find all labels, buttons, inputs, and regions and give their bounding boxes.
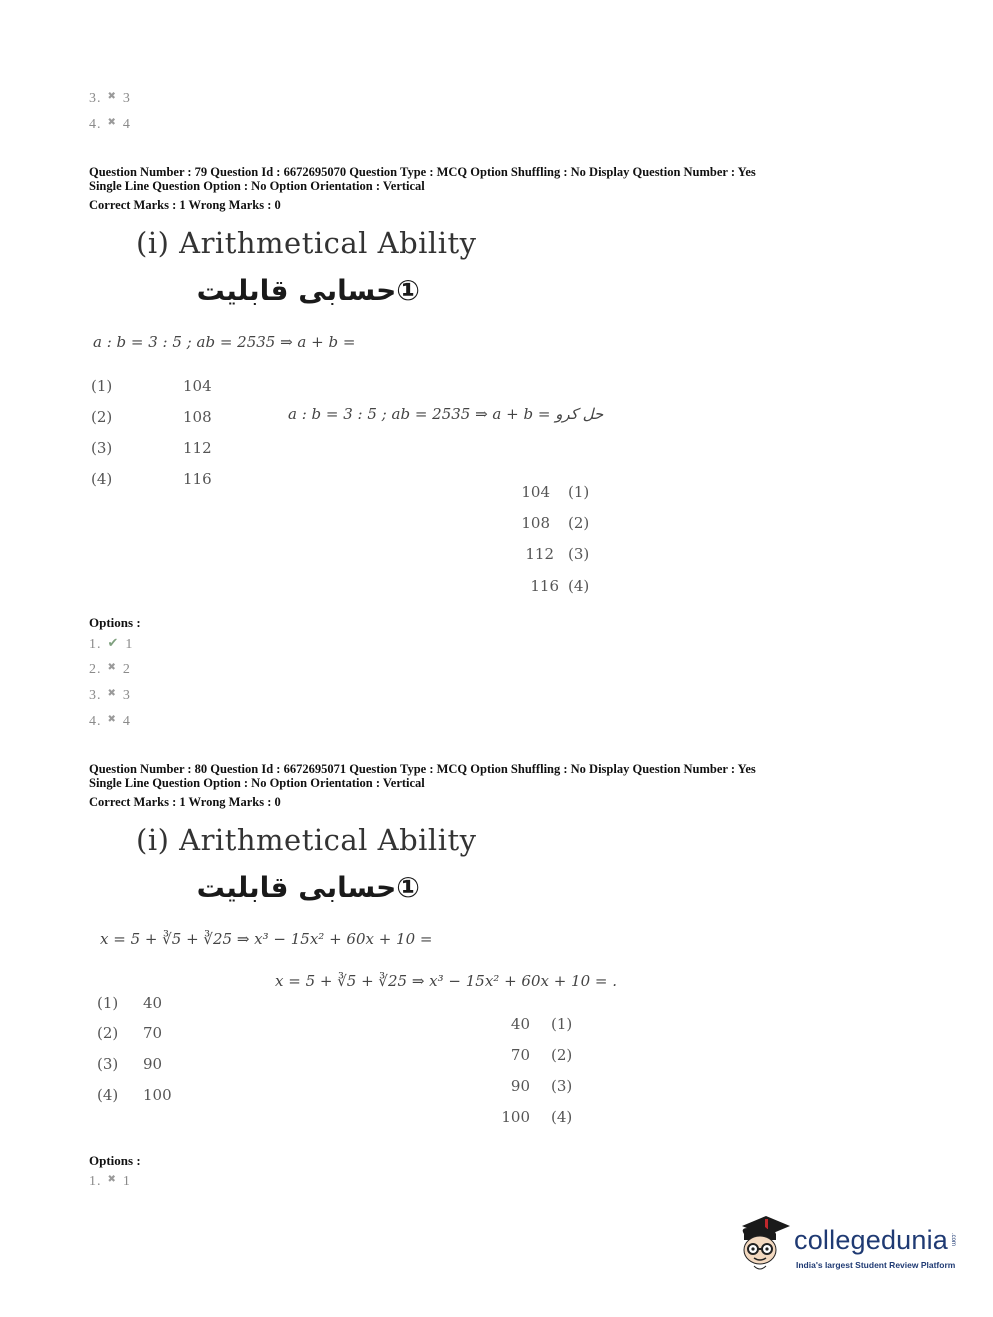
q80-choice-num: (3) — [97, 1055, 119, 1073]
q80-ur-choice-num: (3) — [551, 1077, 573, 1095]
q79-ur-choice-num: (4) — [568, 577, 590, 595]
q80-choice-val: 70 — [143, 1024, 163, 1042]
q80-options-label: Options : — [89, 1153, 141, 1168]
collegedunia-mascot-icon — [734, 1210, 794, 1276]
cross-icon: ✖ — [107, 1174, 117, 1185]
q80-ur-choice-val: 100 — [501, 1108, 530, 1126]
q79-meta-line3: Correct Marks : 1 Wrong Marks : 0 — [89, 198, 281, 212]
q79-ur-choice-num: (2) — [568, 514, 590, 532]
q79-ur-choice-num: (1) — [568, 483, 590, 501]
q79-option-1: 1. ✔ 1 — [89, 635, 134, 652]
q79-choice-num: (2) — [91, 408, 113, 426]
q80-ur-choice-val: 90 — [510, 1077, 530, 1095]
q80-choice-val: 100 — [143, 1086, 172, 1104]
q79-ur-choice-val: 112 — [525, 545, 554, 563]
q80-choice-val: 90 — [143, 1055, 163, 1073]
q80-option-1: 1. ✖ 1 — [89, 1174, 131, 1189]
logo-com: .com — [950, 1233, 956, 1247]
q79-ur-choice-val: 108 — [521, 514, 550, 532]
q80-heading: (i) Arithmetical Ability — [136, 823, 477, 857]
q79-meta-line1: Question Number : 79 Question Id : 6672695070 Question Type : MCQ Option Shuffling : No Display Question Number : Yes — [89, 165, 756, 179]
top-option-4: 4. ✖ 4 — [89, 117, 131, 132]
q80-ur-choice-num: (1) — [551, 1015, 573, 1033]
q79-ur-choice-num: (3) — [568, 545, 590, 563]
q79-choice-val: 116 — [183, 470, 212, 488]
logo-tagline: India's largest Student Review Platform — [796, 1260, 956, 1270]
q80-question-en: x = 5 + ∛5 + ∛25 ⇒ x³ − 15x² + 60x + 10 = — [100, 930, 433, 948]
q80-urdu-heading: ①حسابی قابلیت — [196, 871, 420, 904]
logo-wordmark: collegedunia — [794, 1225, 949, 1255]
q80-meta-line1: Question Number : 80 Question Id : 6672695071 Question Type : MCQ Option Shuffling : No Display Question Number : Yes — [89, 762, 756, 776]
q79-choice-val: 112 — [183, 439, 212, 457]
top-option-3: 3. ✖ 3 — [89, 91, 131, 106]
q79-ur-choice-val: 104 — [521, 483, 550, 501]
q79-choice-num: (1) — [91, 377, 113, 395]
q80-ur-choice-val: 40 — [510, 1015, 530, 1033]
q79-heading: (i) Arithmetical Ability — [136, 226, 477, 260]
q79-option-4: 4. ✖ 4 — [89, 714, 131, 729]
q80-choice-val: 40 — [143, 994, 163, 1012]
q80-ur-choice-val: 70 — [510, 1046, 530, 1064]
q80-meta-line3: Correct Marks : 1 Wrong Marks : 0 — [89, 795, 281, 809]
check-icon: ✔ — [107, 635, 120, 650]
q80-meta-line2: Single Line Question Option : No Option Orientation : Vertical — [89, 776, 425, 790]
q79-option-3: 3. ✖ 3 — [89, 688, 131, 703]
q79-choice-num: (3) — [91, 439, 113, 457]
q79-choice-num: (4) — [91, 470, 113, 488]
q79-options-label: Options : — [89, 615, 141, 630]
q79-question-en: a : b = 3 : 5 ; ab = 2535 ⇒ a + b = — [93, 333, 356, 351]
cross-icon: ✖ — [107, 662, 117, 673]
cross-icon: ✖ — [107, 117, 117, 128]
q79-question-ur: a : b = 3 : 5 ; ab = 2535 ⇒ a + b = حل کرو — [288, 405, 604, 423]
q80-choice-num: (4) — [97, 1086, 119, 1104]
q79-choice-val: 108 — [183, 408, 212, 426]
q79-choice-val: 104 — [183, 377, 212, 395]
q80-choice-num: (1) — [97, 994, 119, 1012]
q79-urdu-heading: ①حسابی قابلیت — [196, 274, 420, 307]
cross-icon: ✖ — [107, 91, 117, 102]
q80-ur-choice-num: (2) — [551, 1046, 573, 1064]
q79-ur-choice-val: 116 — [530, 577, 559, 595]
q80-ur-choice-num: (4) — [551, 1108, 573, 1126]
q80-choice-num: (2) — [97, 1024, 119, 1042]
q80-question-ur: x = 5 + ∛5 + ∛25 ⇒ x³ − 15x² + 60x + 10 = . — [275, 972, 618, 990]
cross-icon: ✖ — [107, 688, 117, 699]
cross-icon: ✖ — [107, 714, 117, 725]
q79-meta-line2: Single Line Question Option : No Option Orientation : Vertical — [89, 179, 425, 193]
q79-option-2: 2. ✖ 2 — [89, 662, 131, 677]
